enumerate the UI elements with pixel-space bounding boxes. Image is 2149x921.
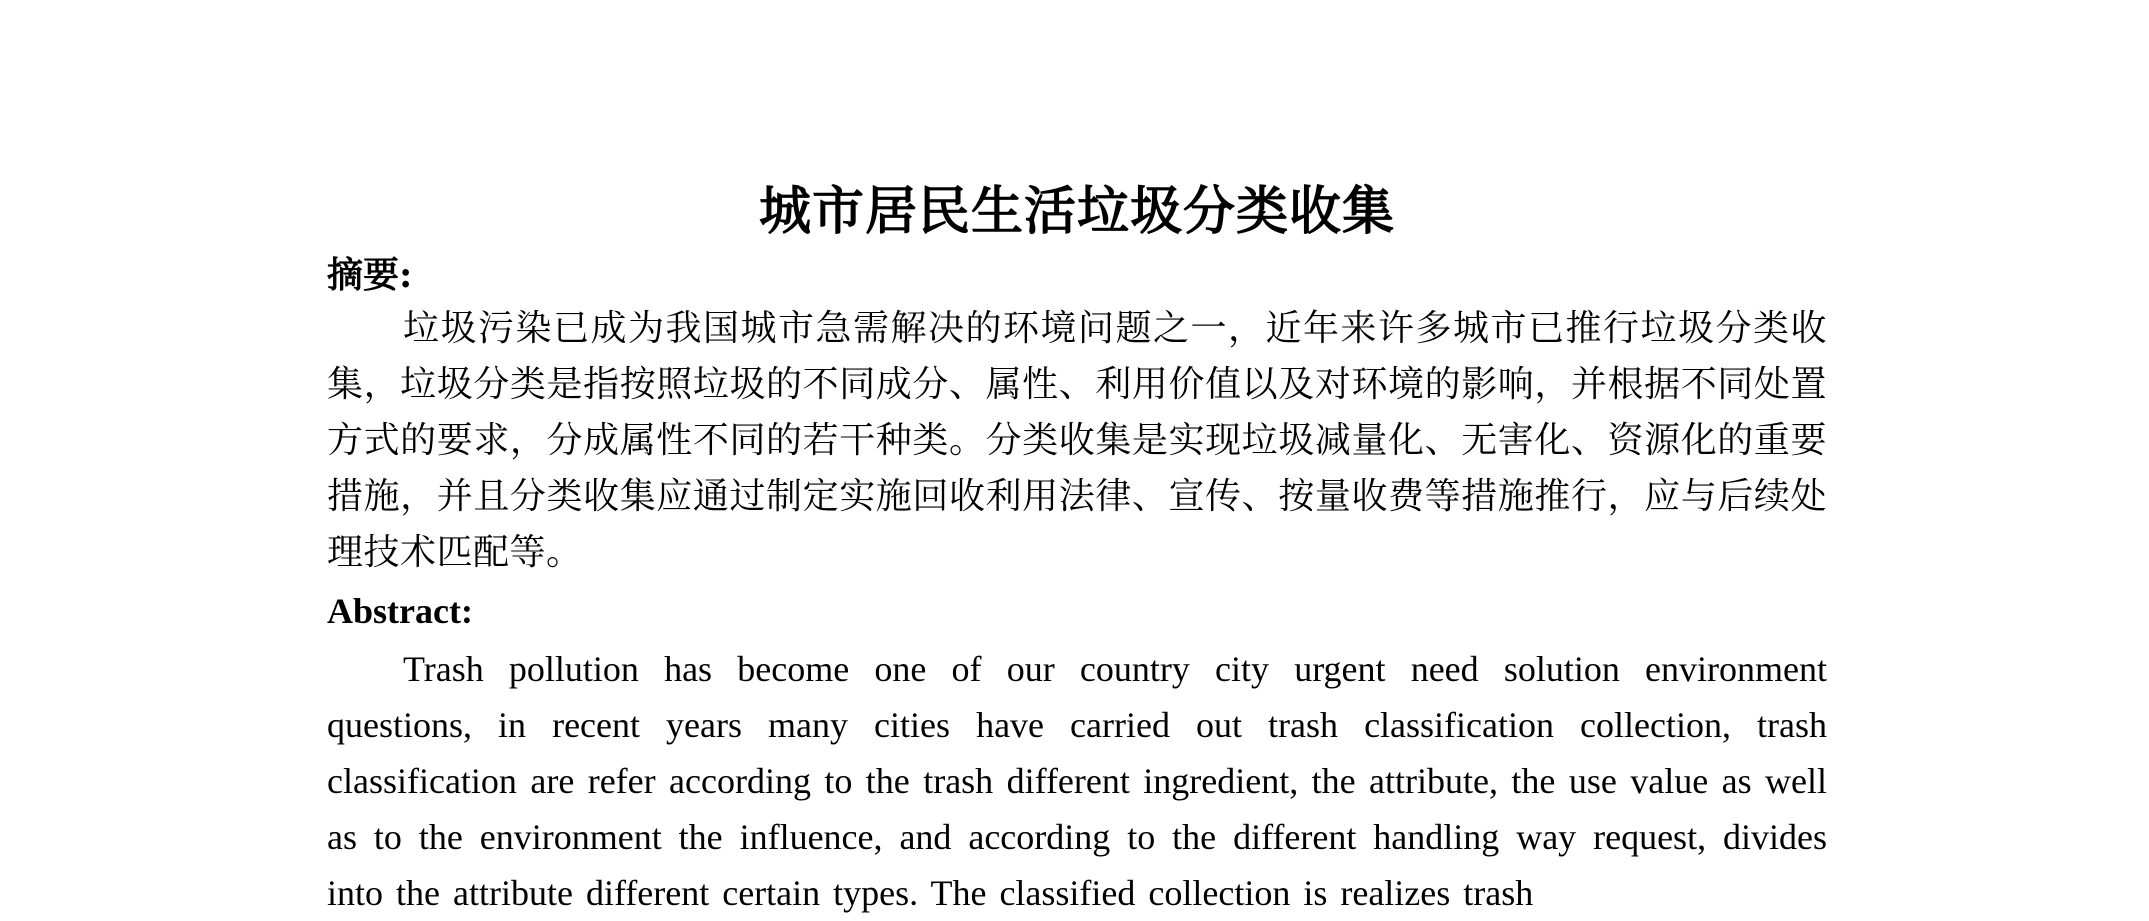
- document-title: 城市居民生活垃圾分类收集: [758, 181, 1395, 242]
- abstract-zh-heading: 摘要:: [327, 254, 413, 296]
- abstract-en-heading: Abstract:: [327, 591, 473, 631]
- document-content: [327, 175, 1827, 921]
- abstract-zh-paragraph: 垃圾污染已成为我国城市急需解决的环境问题之一，近年来许多城市已推行垃圾分类收集，垃圾分类是指按照垃圾的不同成分、属性、利用价值以及对环境的影响，并根据不同处置方式的要求，分成属性不同的若干种类。分类收集是实现垃圾减量化、无害化、资源化的重要措施，并且分类收集应通过制定实施回收利用法律、宣传、按量收费等措施推行，应与后续处理技术匹配等。: [327, 308, 1827, 573]
- abstract-en-paragraph: Trash pollution has become one of our country city urgent need solution environment questions, in recent years many cities have carried out trash classification collection, trash classification are refer according to the trash different ingredient, the attribute, the use value as well as to the environment the influence, and according to the different handling way request, divides into the attribute different certain types. The classified collection is realizes trash: [327, 649, 1827, 913]
